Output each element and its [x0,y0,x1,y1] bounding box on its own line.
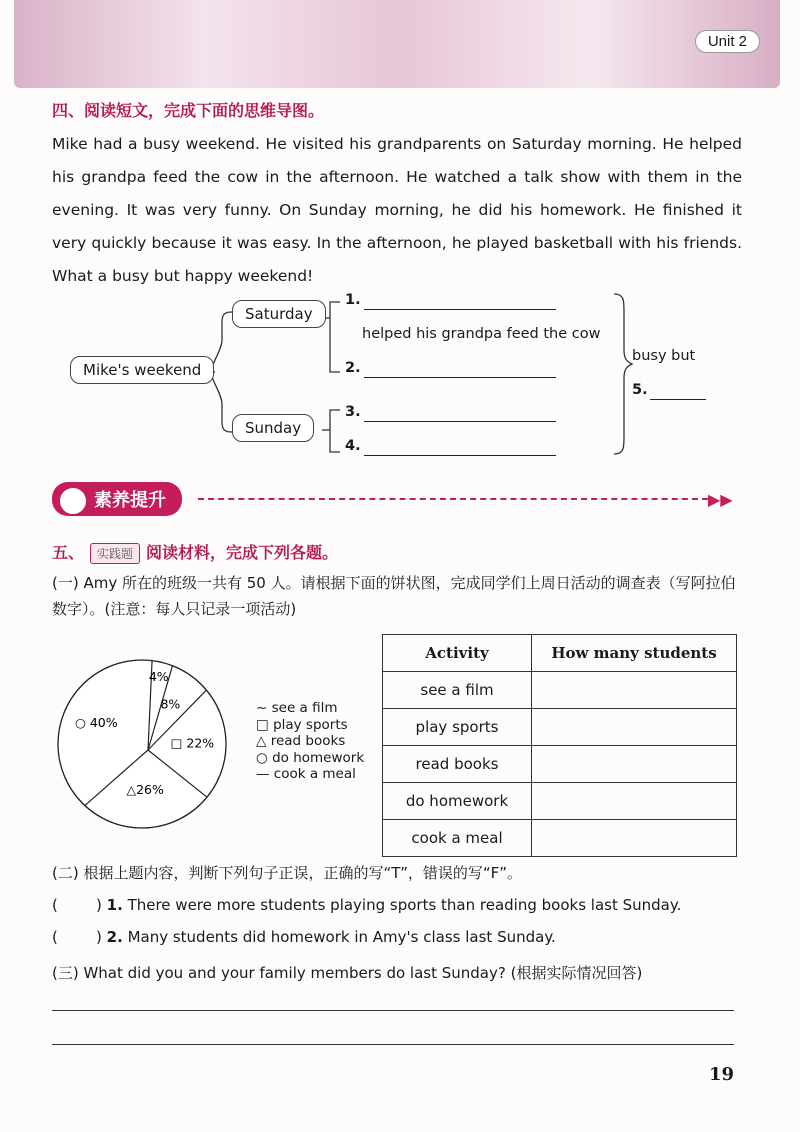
pie-slice-label-play-sports: □ 22% [170,735,215,751]
tf-question-2: ( ) 2. Many students did homework in Amy's class last Sunday. [52,928,556,946]
blank-5-line[interactable] [650,398,706,400]
answer-cell[interactable] [532,746,737,783]
blank-3-label: 3. [345,404,361,420]
table-row: read books [383,746,737,783]
legend-item: — cook a meal [256,766,356,782]
table-row: play sports [383,709,737,746]
section5-prefix: 五、 [52,543,85,562]
part1-instructions: (一) Amy 所在的班级一共有 50 人。请根据下面的饼状图，完成同学们上周日活动的调查表（写阿拉伯数字）。(注意：每人只记录一项活动) [52,574,736,618]
page-number: 19 [708,1064,734,1085]
table-row: see a film [383,672,737,709]
part3-question: (三) What did you and your family members do last Sunday? (根据实际情况回答) [52,964,643,982]
blank-2-line[interactable] [364,376,556,378]
answer-cell[interactable] [532,783,737,820]
legend-item: ○ do homework [256,749,365,766]
answer-cell[interactable] [532,709,737,746]
blank-3-line[interactable] [364,420,556,422]
unit-label: Unit 2 [695,30,760,53]
pie-legend [256,700,364,783]
table-row: cook a meal [383,820,737,857]
blank-1-line[interactable] [364,308,556,310]
mindmap-root: Mike's weekend [70,356,214,384]
answer-paren[interactable]: ( ) [52,896,102,914]
pie-slice-label-cook-a-meal: 4% [148,669,169,685]
survey-table [382,634,737,857]
section5-heading [52,540,338,564]
tf-question-1: ( ) 1. There were more students playing sports than reading books last Sunday. [52,896,682,914]
blank-1-label: 1. [345,292,361,308]
legend-item: □ play sports [256,716,348,733]
pie-slice-label-do-homework: ○ 40% [74,714,118,730]
legend-item: ~ see a film [256,700,338,716]
section4-title: 四、阅读短文，完成下面的思维导图。 [52,101,325,120]
legend-item: △ read books [256,733,346,749]
double-arrow-icon: ▶▶ [708,490,733,509]
answer-paren[interactable]: ( ) [52,928,102,946]
blank-4-line[interactable] [364,454,556,456]
literacy-label: 素养提升 [94,490,166,511]
pie-slice-label-see-a-film: 8% [160,696,181,712]
practice-badge: 实践题 [90,543,140,564]
blank-2-label: 2. [345,360,361,376]
given-answer: helped his grandpa feed the cow [362,326,601,342]
banner-dashed-line [198,498,708,500]
mindmap-sunday: Sunday [232,414,314,442]
lightbulb-icon [58,486,88,516]
section5-title: 阅读材料，完成下列各题。 [146,543,339,562]
pie-slice-label-read-books: △26% [126,782,164,798]
reading-passage: Mike had a busy weekend. He visited his grandparents on Saturday morning. He helped his grandpa feed the cow in the afternoon. He watched a talk show with them in the evening. It was very funny. On Sunday morning, he did his homework. He finished it very quickly because it was easy. In the afternoon, he played basketball with his friends. What a busy but happy weekend! [52,135,742,285]
literacy-banner [52,482,182,516]
summary-text: busy but [632,348,696,364]
table-row: do homework [383,783,737,820]
answer-line[interactable] [52,1044,734,1045]
part2-instructions: (二) 根据上题内容，判断下列句子正误，正确的写“T”，错误的写“F”。 [52,864,523,882]
blank-4-label: 4. [345,438,361,454]
table-header-count: How many students [532,635,737,672]
mindmap-saturday: Saturday [232,300,326,328]
answer-line[interactable] [52,1010,734,1011]
blank-5-label: 5. [632,382,648,398]
answer-cell[interactable] [532,672,737,709]
answer-cell[interactable] [532,820,737,857]
pie-chart [52,656,252,836]
table-header-activity: Activity [383,635,532,672]
